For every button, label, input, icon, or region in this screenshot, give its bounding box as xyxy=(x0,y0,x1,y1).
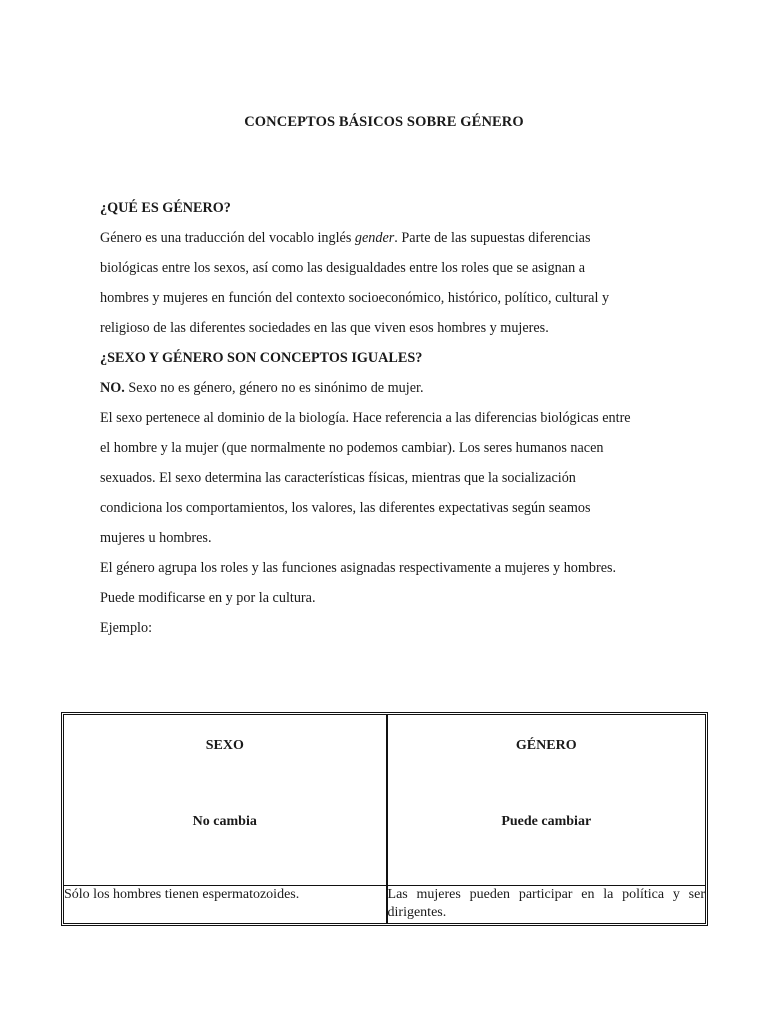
example-table xyxy=(63,714,706,924)
page-title: CONCEPTOS BÁSICOS SOBRE GÉNERO xyxy=(244,114,524,130)
table-header-row xyxy=(64,715,705,886)
paragraph-line: biológicas entre los sexos, así como las desigualdades entre los roles que se asignan a xyxy=(100,260,586,276)
answer-no: NO. xyxy=(100,380,125,396)
example-label: Ejemplo: xyxy=(100,620,153,636)
example-table-wrapper xyxy=(63,714,706,928)
table-cell-example-sexo: Sólo los hombres tienen espermatozoides. xyxy=(64,886,387,923)
table-row xyxy=(64,886,705,923)
table-cell-sexo xyxy=(64,715,387,886)
column-header-genero: GÉNERO xyxy=(515,738,577,753)
text-run: . Parte de las supuestas diferencias xyxy=(394,230,591,246)
paragraph-line: el hombre y la mujer (que normalmente no podemos cambiar). Los seres humanos nacen xyxy=(100,440,604,456)
italic-term: gender xyxy=(354,230,395,246)
table-cell-example-genero: Las mujeres pueden participar en la política y ser dirigentes. xyxy=(387,886,705,923)
text-run: Género es una traducción del vocablo inglés xyxy=(100,230,355,246)
paragraph-line xyxy=(100,223,680,253)
paragraph-line: mujeres u hombres. xyxy=(100,530,212,546)
paragraph-line: sexuados. El sexo determina las características físicas, mientras que la socialización xyxy=(100,470,576,486)
section-heading-sexo-genero: ¿SEXO Y GÉNERO SON CONCEPTOS IGUALES? xyxy=(100,350,423,366)
text-run: Sexo no es género, género no es sinónimo de mujer. xyxy=(124,380,424,396)
paragraph-line: hombres y mujeres en función del contexto socioeconómico, histórico, político, cultural y xyxy=(100,290,610,306)
column-subheader-no-cambia: No cambia xyxy=(192,814,257,829)
paragraph-line: El género agrupa los roles y las funciones asignadas respectivamente a mujeres y hombres. xyxy=(100,560,617,576)
document-body xyxy=(100,193,680,643)
table-cell-genero xyxy=(387,715,705,886)
paragraph-line: El sexo pertenece al dominio de la biología. Hace referencia a las diferencias biológicas entre xyxy=(100,410,631,426)
paragraph-line: religioso de las diferentes sociedades en las que viven esos hombres y mujeres. xyxy=(100,320,549,336)
paragraph-line xyxy=(100,373,680,403)
paragraph-line: Puede modificarse en y por la cultura. xyxy=(100,590,316,606)
paragraph-line: condiciona los comportamientos, los valores, las diferentes expectativas según seamos xyxy=(100,500,591,516)
section-heading-que-es-genero: ¿QUÉ ES GÉNERO? xyxy=(100,200,231,216)
column-header-sexo: SEXO xyxy=(205,738,244,753)
column-subheader-puede-cambiar: Puede cambiar xyxy=(501,814,592,829)
